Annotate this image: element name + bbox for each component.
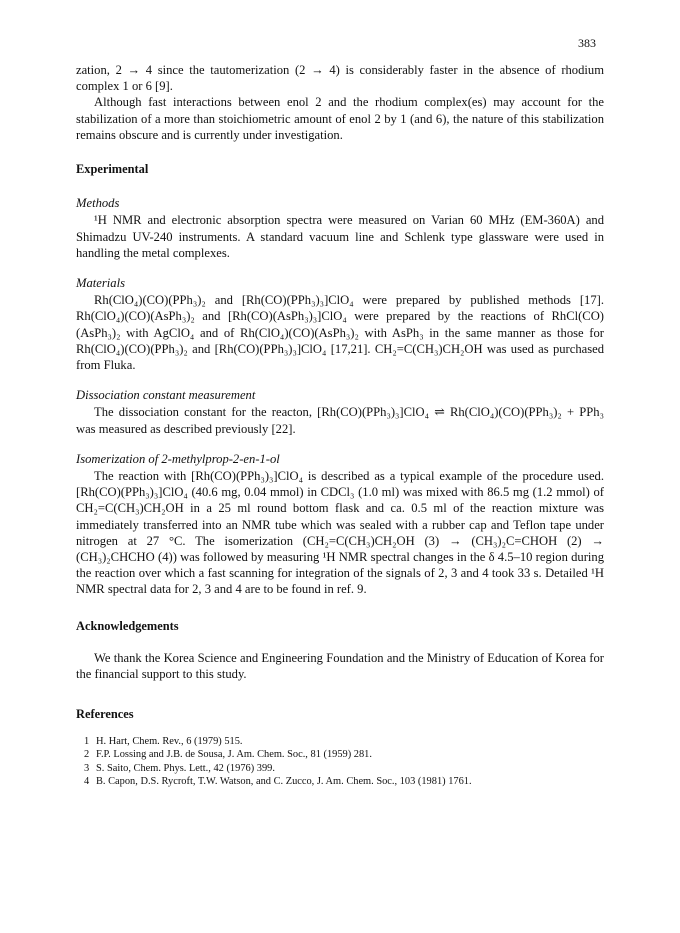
reference-text: F.P. Lossing and J.B. de Sousa, J. Am. Chem. Soc., 81 (1959) 281. [96,749,372,760]
reference-text: B. Capon, D.S. Rycroft, T.W. Watson, and C. Zucco, J. Am. Chem. Soc., 103 (1981) 1761. [96,776,472,787]
reference-number: 1 [84,735,90,747]
reference-number: 3 [84,762,90,774]
reference-item [76,762,604,776]
reference-item [76,775,604,789]
reference-text: S. Saito, Chem. Phys. Lett., 42 (1976) 399. [96,762,275,774]
reference-number: 2 [84,749,90,760]
reference-list [76,735,604,789]
reference-number: 4 [84,776,90,787]
methods-heading: Methods [76,196,120,211]
dissociation-paragraph: The dissociation constant for the reacton, [Rh(CO)(PPh₃)₃]ClO₄ ⇌ Rh(ClO₄)(CO)(PPh₃)₂ + PPh₃ was measured as described previously [22]. [76,405,604,436]
intro-paragraph-1: zation, 2 → 4 since the tautomerization (2 → 4) is considerably faster in the absence of rhodium complex 1 or 6 [9]. [76,63,604,94]
experimental-heading: Experimental [76,162,149,177]
dissociation-heading: Dissociation constant measurement [76,388,256,403]
body-text [76,62,604,789]
materials-paragraph: Rh(ClO₄)(CO)(PPh₃)₂ and [Rh(CO)(PPh₃)₃]ClO₄ were prepared by published methods [17]. Rh(ClO₄)(CO)(AsPh₃)₂ and [Rh(CO)(AsPh₃)₃]ClO₄ were prepared by the reactions of RhCl(CO)(AsPh₃)₂ with AgClO₄ and of Rh(ClO₄)(CO)(AsPh₃)₂ with AsPh₃ in the same manner as those for Rh(ClO₄)(CO)(PPh₃)₂ and [Rh(CO)(PPh₃)₃]ClO₄ [17,21]. CH₂=C(CH₃)CH₂OH was used as purchased from Fluka. [76,293,604,373]
page-number: 383 [578,36,596,50]
acknowledgements-heading: Acknowledgements [76,618,179,633]
reference-item [76,748,604,762]
references-heading: References [76,707,134,722]
reference-text: H. Hart, Chem. Rev., 6 (1979) 515. [96,735,243,747]
reference-item [76,735,604,749]
isomerization-heading: Isomerization of 2-methylprop-2-en-1-ol [76,451,280,466]
acknowledgements-paragraph: We thank the Korea Science and Engineering Foundation and the Ministry of Education of Korea for the financial support to this study. [76,650,604,682]
materials-heading: Materials [76,276,125,291]
intro-paragraph-2: Although fast interactions between enol 2 and the rhodium complex(es) may account for the stabilization of a more than stoichiometric amount of enol 2 by 1 (and 6), the nature of this stabilization remains obscure and is currently under investigation. [76,95,604,142]
methods-paragraph: ¹H NMR and electronic absorption spectra were measured on Varian 60 MHz (EM-360A) and Shimadzu UV-240 instruments. A standard vacuum line and Schlenk type glassware were used in handling the metal complexes. [76,213,604,260]
isomerization-paragraph: The reaction with [Rh(CO)(PPh₃)₃]ClO₄ is described as a typical example of the procedure used. [Rh(CO)(PPh₃)₃]ClO₄ (40.6 mg, 0.04 mmol) in CDCl₃ (1.0 ml) was mixed with 86.5 mg (1.2 mmol) of CH₂=C(CH₃)CH₂OH in a 25 ml round bottom flask and ca. 0.5 ml of the reaction mixture was immediately transferred into an NMR tube which was sealed with a rubber cap and Teflon tape under nitrogen at 27 °C. The isomerization (CH₂=C(CH₃)CH₂OH (3) → (CH₃)₂C=CHOH (2) → (CH₃)₂CHCHO (4)) was followed by measuring ¹H NMR spectral changes in the δ 4.5–10 region during the reaction over which a fast scanning for integration of the signals of 2, 3 and 4 took 33 s. Detailed ¹H NMR spectral data for 2, 3 and 4 are to be found in ref. 9. [76,469,604,597]
